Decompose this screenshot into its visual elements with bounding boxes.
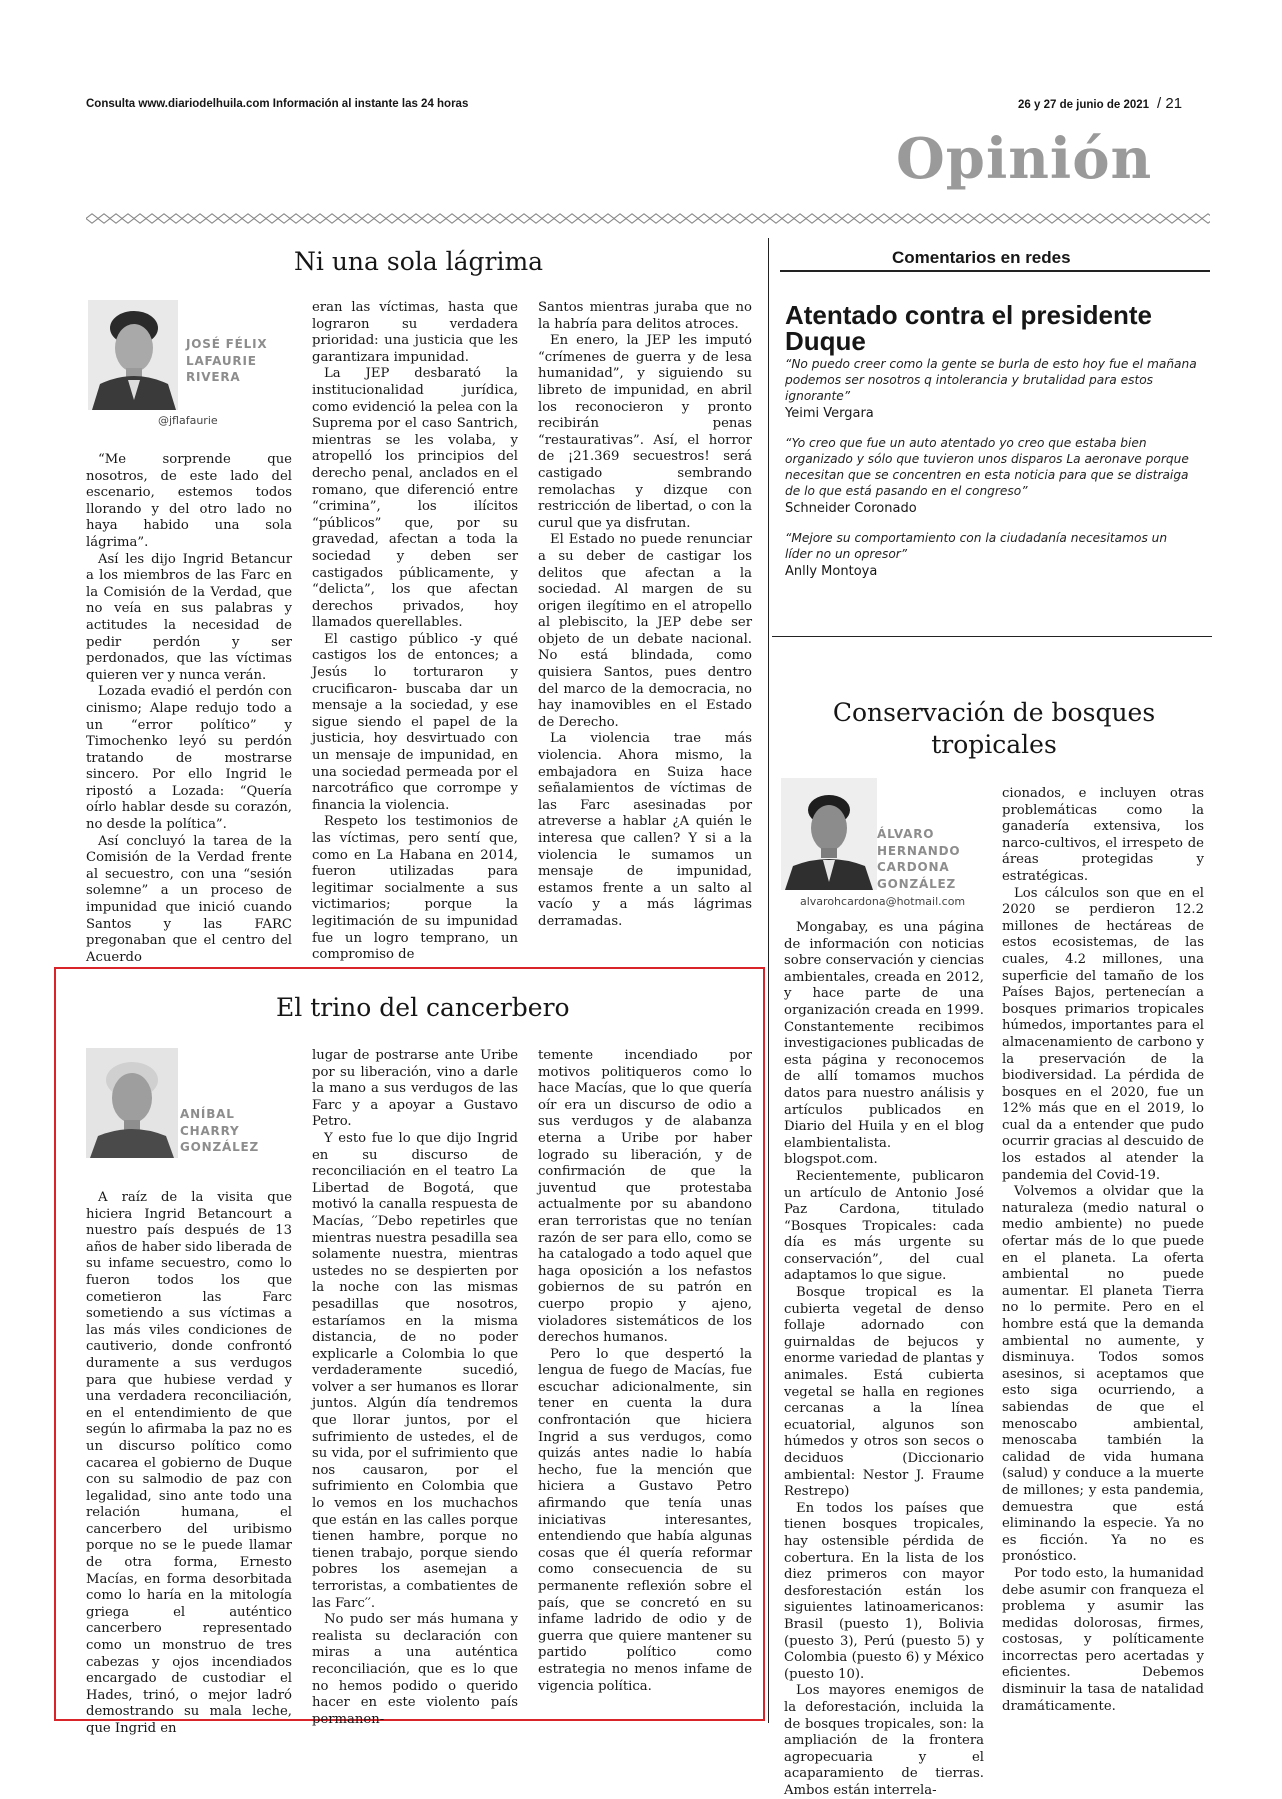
paragraph: La violencia trae más violencia. Ahora mismo, la embajadora en Suiza hace señalamientos de víctimas de las Farc asesinadas por atreverse a hablar ¿A quién le interesa que callen? Y si a la violencia le sumamos un mensaje de impunidad, estamos frente a un salto al vacío y a más lágrimas derramadas. [538, 731, 752, 929]
paragraph: Así les dijo Ingrid Betancur a los miembros de las Farc en la Comisión de la Verdad, que no veía en sus palabras y actitudes la necesidad de pedir perdón y ser perdonados, que las víctimas quieren ver y nunca verán. [86, 551, 292, 683]
article-title-line: tropicales [931, 730, 1057, 759]
portrait-icon [88, 300, 178, 410]
paragraph: Recientemente, publicaron un artículo de Antonio José Paz Cardona, titulado “Bosques Tropicales: cada día es más urgente su conservación”, del cual adaptamos lo que sigue. [784, 1168, 984, 1284]
author-name-line: LAFAURIE [186, 353, 257, 368]
site-banner: Consulta www.diariodelhuila.com Información al instante las 24 horas [86, 98, 469, 110]
paragraph: Santos mientras juraba que no la habría para delitos atroces. [538, 300, 752, 332]
article-title: El trino del cancerbero [276, 993, 570, 1022]
comment-item [785, 435, 1197, 516]
paragraph: En enero, la JEP les imputó “crímenes de guerra y de lesa humanidad”, y siguiendo su libreto de impunidad, en abril los reconocieron y pronto recibirán penas “restaurativas”. Así, el horror de ¡21.369 secuestros! será castigado sembrando remolachas y dizque con restricción de libertad, o con la curul que ya disfrutan. [538, 333, 752, 531]
author-handle: @jflafaurie [158, 414, 218, 427]
paragraph: temente incendiado por motivos politiqueros como lo hace Macías, que lo que quería oír era un discurso de odio a sus verdugos y de alabanza eterna a Uribe por haber logrado su liberación, y de confirmación de que la juventud que protestaba actualmente por su abandono eran terroristas que no tenían razón de ser para ello, como se ha catalogado a todo aquel que haga oposición a los nefastos gobiernos de su patrón en cuerpo propio y ajeno, violadores sistemáticos de los derechos humanos. [538, 1048, 752, 1346]
author-photo [88, 300, 178, 410]
paragraph: La JEP desbarató la institucionalidad jurídica, como evidenció la pelea con la Suprema por el caso Santrich, mientras se les volaba, y atropelló los principios del derecho penal, anclados en el romano, que diferenció entre “crimina”, los ilícitos “públicos” que, por su gravedad, afectan a toda la sociedad y deben ser castigados públicamente, y “delicta”, los que afectan derechos privados, hoy llamados querellables. [312, 366, 518, 631]
paragraph: El Estado no puede renunciar a su deber de castigar los delitos que afectan a la sociedad. Al margen de su origen ilegítimo en el atropello al plebiscito, la JEP debe ser objeto de un debate nacional. No está blindada, como quisiera Santos, pues dentro del marco de la democracia, no hay inamovibles en el Estado de Derecho. [538, 532, 752, 730]
comment-text: “Mejore su comportamiento con la ciudadanía necesitamos un líder no un opresor” [785, 531, 1168, 561]
paragraph: Bosque tropical es la cubierta vegetal de denso follaje adornado con guirnaldas de bejucos y enorme variedad de plantas y animales. Está cubierta vegetal se halla en regiones cercanas a la línea ecuatorial, algunos son húmedos y otros son secos o deciduos (Diccionario ambiental: Nestor J. Fraume Restrepo) [784, 1285, 984, 1500]
author-name-line: ÁLVARO [877, 827, 935, 841]
article-column [1002, 786, 1204, 1715]
paragraph: Los cálculos son que en el 2020 se perdieron 12.2 millones de hectáreas de estos ecosistemas, de las cuales, 4.2 millones, una superficie del tamaño de los Países Bajos, pertenecían a bosques primarios tropicales húmedos, importantes para el almacenamiento de carbono y la preservación de la biodiversidad. La pérdida de bosques en el 2020, fue un 12% más que en el 2019, lo cual da a entender que pudo ocurrir gracias al descuido de los estados al atender la pandemia del Covid-19. [1002, 885, 1204, 1183]
comment-author: Schneider Coronado [785, 501, 917, 516]
author-name-line: GONZÁLEZ [877, 876, 957, 891]
author-email: alvarohcardona@hotmail.com [800, 895, 966, 908]
paragraph: Los mayores enemigos de la deforestación, incluida la de bosques tropicales, son: la ampliación de la frontera agropecuaria y el acaparamiento de tierras. Ambos están interrela- [784, 1683, 984, 1798]
paragraph: “Me sorprende que nosotros, de este lado del escenario, estemos todos llorando y del otro lado no haya habido una sola lágrima”. [86, 452, 292, 550]
article-column [312, 300, 518, 964]
author-photo [781, 778, 877, 890]
paragraph: No pudo ser más humana y realista su declaración con miras a una auténtica reconciliación, que es lo que no hemos podido o querido hacer en este violento país permanen- [312, 1612, 518, 1727]
paragraph: En todos los países que tienen bosques tropicales, hay ostensible pérdida de cobertura. En la lista de los diez primeros con mayor desforestación están los siguientes latinoamericanos: Brasil (puesto 1), Bolivia (puesto 3), Perú (puesto 5) y Colombia (puesto 6) y México (puesto 10). [784, 1500, 984, 1682]
article-column [86, 452, 292, 966]
page-number: / 21 [1157, 95, 1183, 112]
paragraph: Mongabay, es una página de información con noticias sobre conservación y ciencias ambientales, creada en 2012, y hace parte de una organización creada en 1999. Constantemente recibimos investigaciones publicadas de esta página y reconocemos de allí tomamos muchos datos para nuestro análisis y artículos publicados en Diario del Huila y en el blog elambientalista. blogspot.com. [784, 920, 984, 1168]
comments-heading: Comentarios en redes [892, 248, 1071, 267]
article-column [784, 920, 984, 1799]
article-title: Ni una sola lágrima [294, 247, 544, 276]
paragraph: El castigo público -y qué castigos los de entonces; a Jesús lo torturaron y crucificaron- buscaba dar un mensaje a la sociedad, y ese sigue siendo el papel de la justicia, hoy desvirtuado con un mensaje de impunidad, en una sociedad permeada por el narcotráfico que corrompe y financia la violencia. [312, 631, 518, 813]
paragraph: cionados, e incluyen otras problemáticas como la ganadería extensiva, los narco-cultivos, el irrespeto de áreas protegidas y estratégicas. [1002, 786, 1204, 884]
author-name-line: CARDONA [877, 860, 950, 875]
paragraph: A raíz de la visita que hiciera Ingrid Betancourt a nuestro país después de 13 años de haber sido liberada de su infame secuestro, como lo fueron todos los que cometieron las Farc sometiendo a sus víctimas a las más viles condiciones de cautiverio, donde confrontó duramente a sus verdugos para que hubiese verdad y una verdadera reconciliación, en el entendimiento de que según lo afirmaba la paz no es un discurso político como cacarea el gobierno de Duque con su salmodio de paz con legalidad, sino ante todo una relación humana, el cancerbero del uribismo porque no se le puede llamar de otra forma, Ernesto Macías, en forma desorbitada como lo haría en la mitología griega el auténtico cancerbero representado como un monstruo de tres cabezas y ojos incendiados encargado de custodiar el Hades, trinó, o mejor ladró demostrando su mala leche, que Ingrid en [86, 1190, 292, 1736]
decorative-border [86, 213, 1210, 224]
paragraph: Volvemos a olvidar que la naturaleza (medio natural o medio ambiente) no puede ofertar más de lo que puede en el planeta. La oferta ambiental no puede aumentar. El planeta Tierra no lo permite. Pero en el hombre está que la demanda ambiental no aumente, y disminuya. Todos somos asesinos, si aceptamos que esto siga ocurriendo, a sabiendas de que el menoscabo ambiental, menoscaba también la calidad de vida humana (salud) y conduce a la muerte de millones; y esta pandemia, demuestra que está eliminando la especie. Ya no es ficción. Ya no es pronóstico. [1002, 1184, 1204, 1565]
author-name-line: JOSÉ FÉLIX [186, 337, 268, 351]
author-photo [86, 1048, 178, 1158]
comment-text: “No puedo creer como la gente se burla de esto hoy fue el mañana podemos ser nosotros q intolerancia y brutalidad para estos ignorante” [785, 357, 1197, 403]
article-column [86, 1190, 292, 1738]
author-name-line: GONZÁLEZ [180, 1140, 260, 1155]
author-name-line: CHARRY [180, 1123, 240, 1138]
paragraph: Lozada evadió el perdón con cinismo; Alape redujo todo a un “error político” y Timochenko leyó su perdón tratando de mostrarse sincero. Por ello Ingrid le ripostó a Lozada: “Quería oírlo hablar desde su corazón, no desde la política”. [86, 684, 292, 833]
paragraph: eran las víctimas, hasta que lograron su verdadera prioridad: una justicia que les garantizara impunidad. [312, 300, 518, 365]
portrait-icon [86, 1048, 178, 1158]
comment-text: “Yo creo que fue un auto atentado yo creo que estaba bien organizado y sólo que tuvieron unos disparos La aeronave porque necesitan que se concentren en esta noticia para que se distraiga de lo que está pasando en el congreso” [785, 436, 1189, 498]
article-column [538, 300, 752, 931]
comment-author: Anlly Montoya [785, 564, 878, 579]
author-name [877, 826, 960, 892]
article-title-line: Conservación de bosques [832, 698, 1156, 727]
author-name-line: RIVERA [186, 370, 241, 385]
comments-rule [780, 270, 1210, 272]
column-divider-horizontal [772, 636, 1212, 637]
comments-list [785, 356, 1197, 579]
column-divider-vertical [768, 238, 769, 1723]
comment-author: Yeimi Vergara [785, 406, 874, 421]
paragraph: Y esto fue lo que dijo Ingrid en su discurso de reconciliación en el teatro La Libertad de Bogotá, que motivó la canalla respuesta de Macías, ′′Debo repetirles que mientras nuestra pesadilla sea solamente nuestra, mientras ustedes no se despierten por la noche con las mismas pesadillas que nosotros, estaríamos en la misma distancia, de no poder explicarle a Colombia lo que verdaderamente sucedió, volver a ser humanos es llorar juntos. Algún día tendremos que llorar juntos, por el sufrimiento de ustedes, el de su vida, por el sufrimiento que nos causaron, por el sufrimiento en Colombia que lo vemos en los muchachos que están en las calles porque tienen hambre, porque no tienen trabajo, porque siendo pobres los asemejan a terroristas, a combatientes de las Farc′′. [312, 1130, 518, 1611]
portrait-icon [781, 778, 877, 890]
paragraph: lugar de postrarse ante Uribe por su liberación, vino a darle la mano a sus verdugos de las Farc y a apoyar a Gustavo Petro. [312, 1048, 518, 1130]
author-name [186, 336, 267, 386]
section-title: Opinión [896, 126, 1153, 192]
author-name-line: ANÍBAL [180, 1107, 235, 1121]
date-text: 26 y 27 de junio de 2021 [1018, 99, 1150, 111]
paragraph: Por todo esto, la humanidad debe asumir con franqueza el problema y asumir las medidas dolorosas, firmes, costosas, y políticamente incorrectas pero acertadas y eficientes. Debemos disminuir la tasa de natalidad dramáticamente. [1002, 1565, 1204, 1714]
paragraph: Así concluyó la tarea de la Comisión de la Verdad frente al secuestro, con una “sesión solemne” a un proceso de impunidad que inició cuando Santos y las FARC pregonaban que el centro del Acuerdo [86, 833, 292, 965]
article-column [312, 1048, 518, 1728]
author-name-line: HERNANDO [877, 843, 961, 858]
comment-item [785, 356, 1197, 421]
article-title [784, 697, 1204, 761]
paragraph: Respeto los testimonios de las víctimas, pero sentí que, como en La Habana en 2014, fueron utilizadas para legitimar socialmente a sus victimarios; porque la legitimación de su impunidad fue un logro temprano, un compromiso de [312, 814, 518, 963]
edition-date [1018, 95, 1182, 112]
comment-item [785, 530, 1197, 579]
author-name [180, 1106, 259, 1156]
paragraph: Pero lo que despertó la lengua de fuego de Macías, fue escuchar adicionalmente, sin tener en cuenta la dura confrontación que hiciera Ingrid a sus verdugos, como quizás antes nadie lo había hecho, fue la mención que hiciera a Gustavo Petro afirmando que tenía unas iniciativas interesantes, entendiendo que había algunas cosas que él quería reformar como consecuencia de su permanente reflexión sobre el país, que se concretó en su infame ladrido de odio y de guerra que quiere mantener su partido político como estrategia no menos infame de vigencia política. [538, 1346, 752, 1694]
article-column [538, 1048, 752, 1695]
comments-title: Atentado contra el presidente Duque [785, 300, 1152, 356]
